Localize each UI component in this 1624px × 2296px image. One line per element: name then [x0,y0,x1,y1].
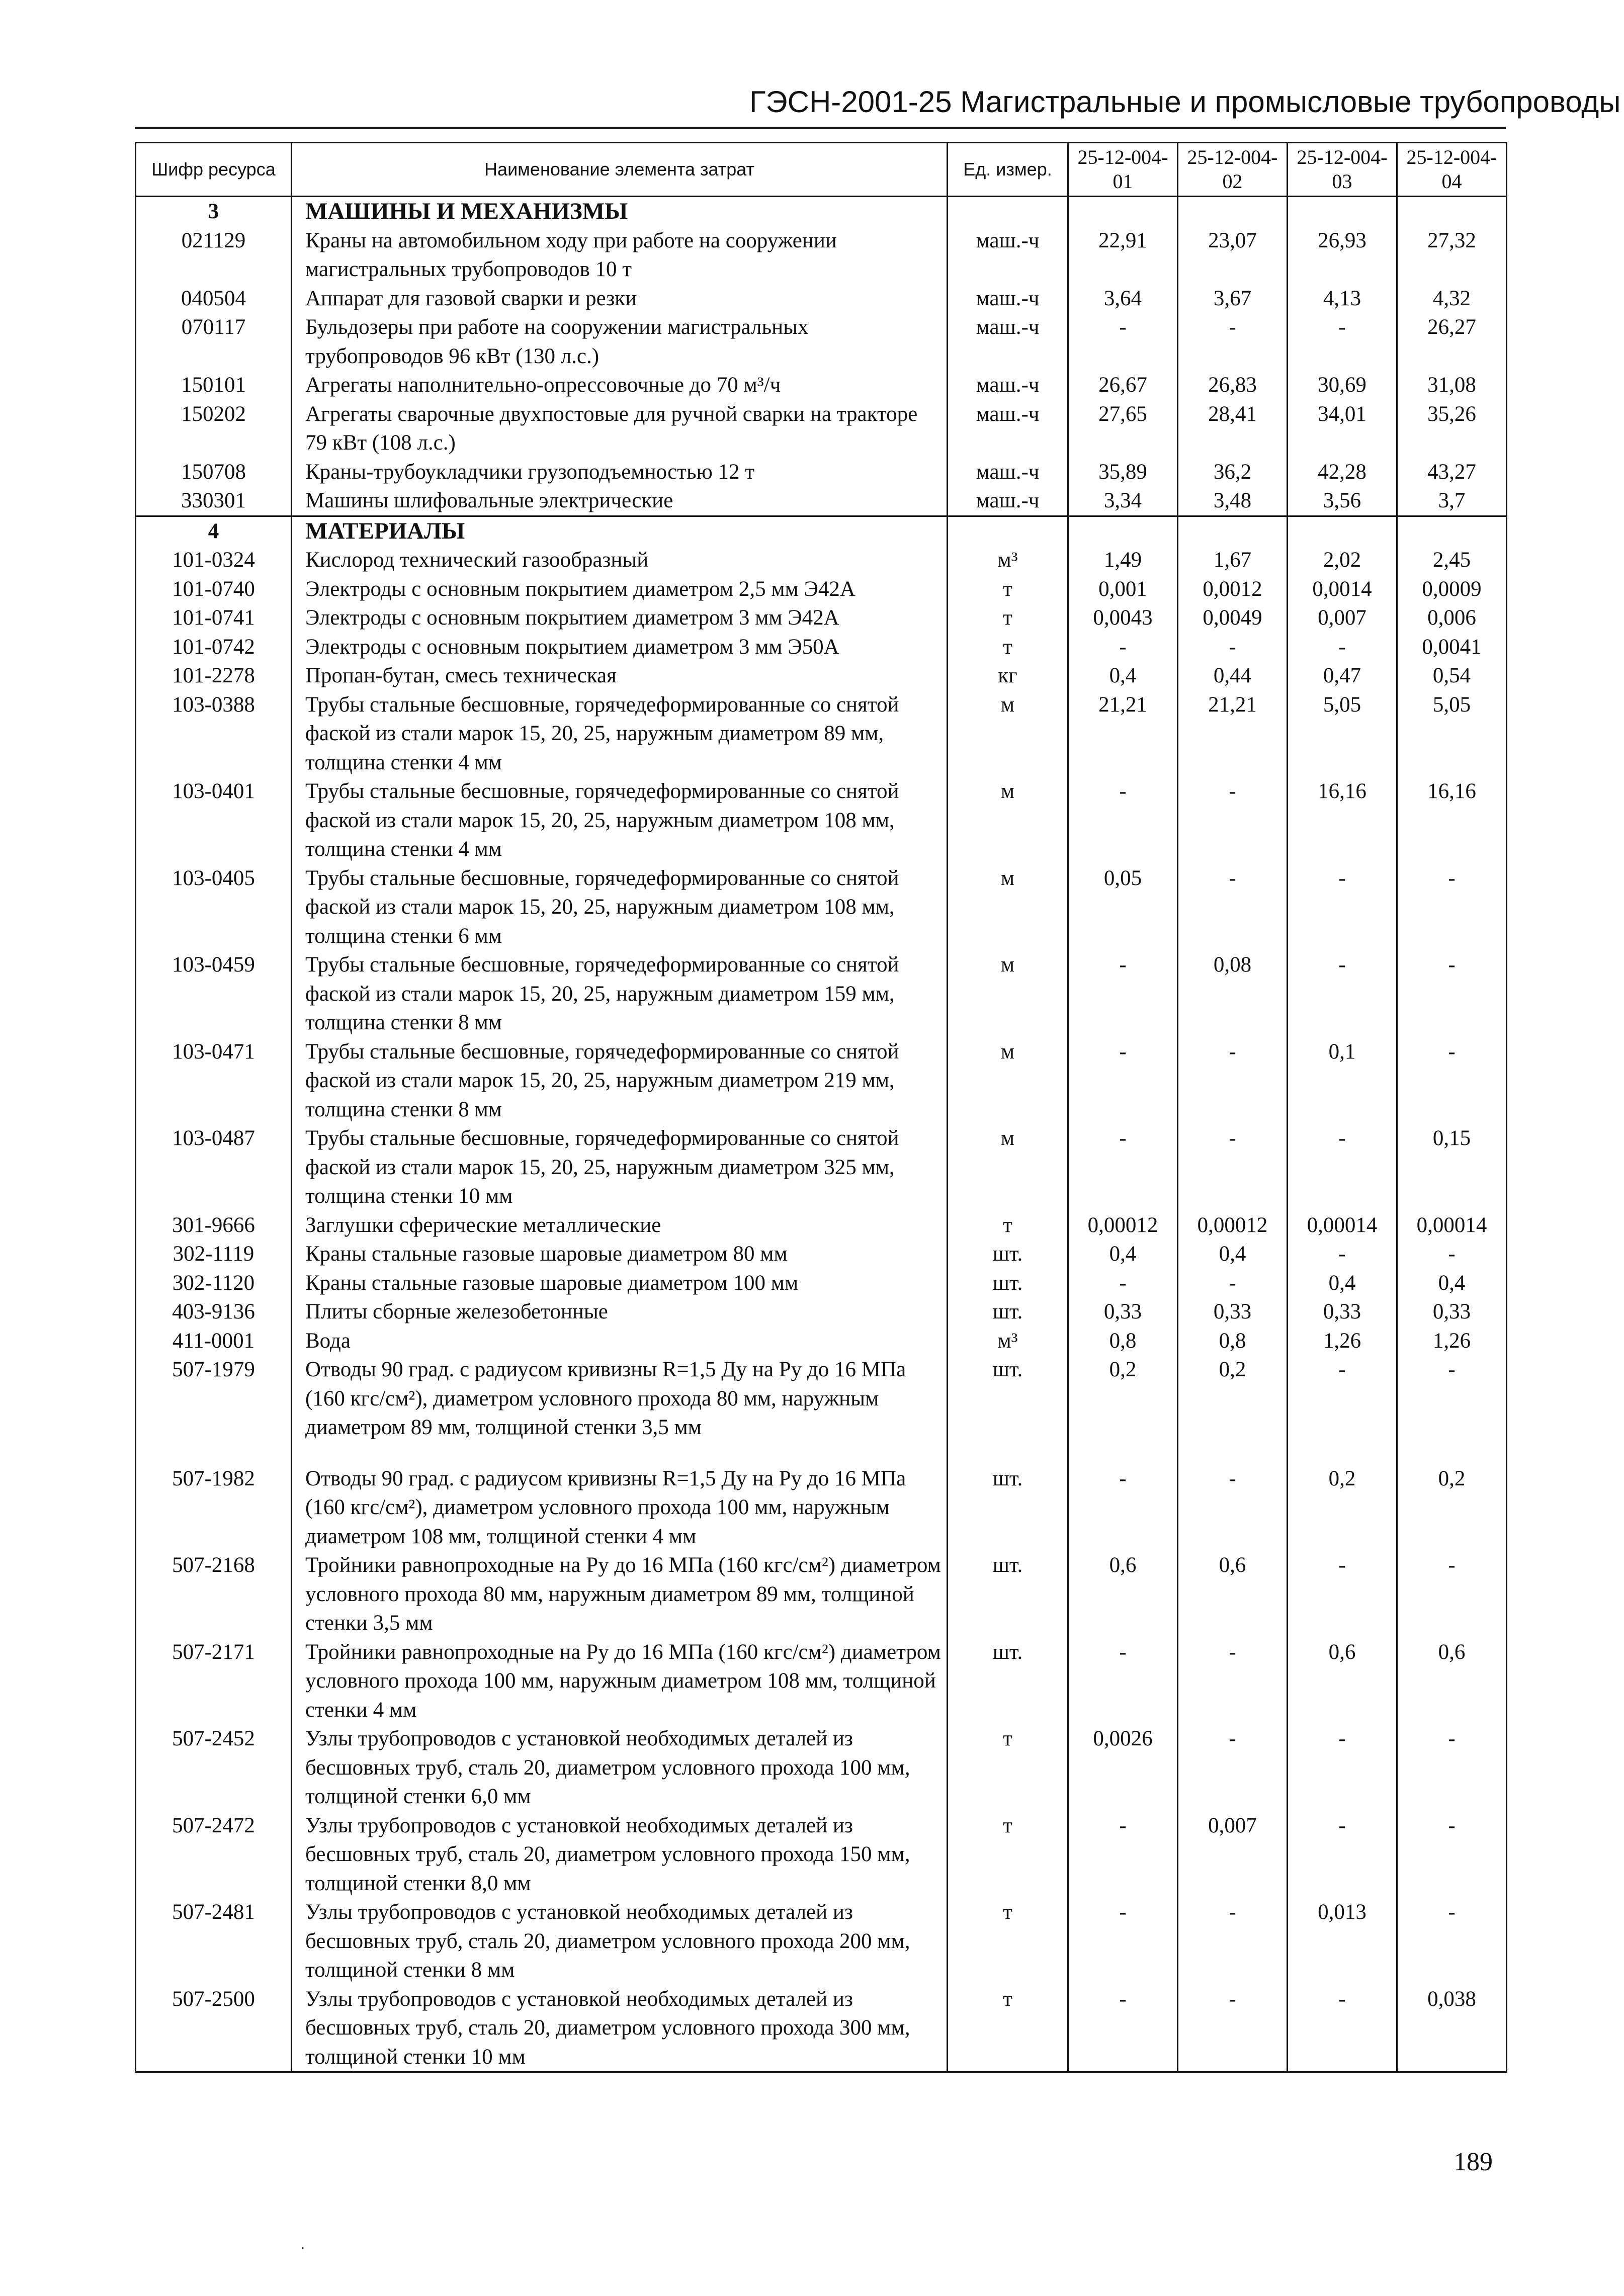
resource-unit: т [948,603,1068,633]
value-25-12-004-02: 0,0049 [1178,603,1288,633]
resource-unit: маш.-ч [948,226,1068,284]
value-25-12-004-04: 27,32 [1397,226,1507,284]
value-25-12-004-02: 28,41 [1178,400,1288,458]
value-25-12-004-03: 0,0014 [1288,575,1397,604]
table-row [136,1724,1507,1811]
value-25-12-004-01: 0,001 [1068,575,1178,604]
resource-unit: т [948,1211,1068,1240]
value-25-12-004-03: 34,01 [1288,400,1397,458]
value-25-12-004-03: 0,6 [1288,1638,1397,1725]
resource-unit: м³ [948,546,1068,575]
column-header-v2: 25-12-004-02 [1178,143,1288,197]
resource-name: Тройники равнопроходные на Ру до 16 МПа (160 кгс/см²) диаметром условного прохода 80 мм, наружным диаметром 89 мм, толщиной стенки 3,5 мм [292,1551,948,1638]
value-25-12-004-04: 3,7 [1397,486,1507,516]
value-25-12-004-02: - [1178,633,1288,662]
resource-code: 403-9136 [136,1297,292,1327]
value-25-12-004-04: - [1397,1724,1507,1811]
resource-code: 507-2472 [136,1811,292,1898]
table-row [136,1464,1507,1551]
value-25-12-004-04: - [1397,1811,1507,1898]
value-25-12-004-03: - [1288,1551,1397,1638]
resource-code: 150708 [136,458,292,487]
resource-name: Агрегаты сварочные двухпостовые для ручной сварки на тракторе 79 кВт (108 л.с.) [292,400,948,458]
table-body [136,197,1507,2072]
resource-unit: м [948,1037,1068,1124]
value-25-12-004-03: 16,16 [1288,777,1397,864]
value-25-12-004-03: - [1288,1355,1397,1442]
value-25-12-004-04: 43,27 [1397,458,1507,487]
value-25-12-004-01: - [1068,313,1178,371]
resource-code: 070117 [136,313,292,371]
value-25-12-004-04: 0,038 [1397,1985,1507,2072]
value-25-12-004-01: - [1068,777,1178,864]
section-code: 4 [136,516,292,546]
value-25-12-004-04: - [1397,1240,1507,1269]
column-header-unit: Ед. измер. [948,143,1068,197]
value-25-12-004-04: 31,08 [1397,371,1507,400]
value-25-12-004-01: 35,89 [1068,458,1178,487]
section-v2-empty [1178,197,1288,226]
column-header-v3: 25-12-004-03 [1288,143,1397,197]
table-row [136,458,1507,487]
table-row [136,777,1507,864]
resource-unit: маш.-ч [948,284,1068,313]
page-number: 189 [1454,2148,1493,2176]
section-v3-empty [1288,516,1397,546]
resource-code: 330301 [136,486,292,516]
section-v1-empty [1068,516,1178,546]
value-25-12-004-02: - [1178,777,1288,864]
resource-unit: т [948,1811,1068,1898]
value-25-12-004-02: 0,44 [1178,661,1288,690]
spacer-cell [1178,1442,1288,1464]
resource-code: 021129 [136,226,292,284]
resource-unit: м³ [948,1327,1068,1356]
table-row [136,950,1507,1037]
table-row [136,1240,1507,1269]
value-25-12-004-01: 3,34 [1068,486,1178,516]
resource-code: 040504 [136,284,292,313]
value-25-12-004-01: 0,8 [1068,1327,1178,1356]
table-row [136,226,1507,284]
section-code: 3 [136,197,292,226]
resource-code: 302-1119 [136,1240,292,1269]
value-25-12-004-02: - [1178,1638,1288,1725]
header-rule [135,127,1506,129]
value-25-12-004-04: - [1397,864,1507,951]
value-25-12-004-04: 0,4 [1397,1269,1507,1298]
resource-unit: маш.-ч [948,486,1068,516]
resource-unit: шт. [948,1269,1068,1298]
resource-code: 103-0405 [136,864,292,951]
value-25-12-004-02: 1,67 [1178,546,1288,575]
value-25-12-004-01: - [1068,1464,1178,1551]
value-25-12-004-03: - [1288,1811,1397,1898]
value-25-12-004-02: - [1178,864,1288,951]
value-25-12-004-03: - [1288,950,1397,1037]
column-header-name: Наименование элемента затрат [292,143,948,197]
resource-code: 507-2500 [136,1985,292,2072]
value-25-12-004-03: 0,007 [1288,603,1397,633]
section-title: МАТЕРИАЛЫ [292,516,948,546]
section-unit-empty [948,516,1068,546]
section-title: МАШИНЫ И МЕХАНИЗМЫ [292,197,948,226]
value-25-12-004-04: 2,45 [1397,546,1507,575]
value-25-12-004-03: 0,2 [1288,1464,1397,1551]
resource-code: 101-2278 [136,661,292,690]
resource-unit: шт. [948,1240,1068,1269]
resource-code: 507-2171 [136,1638,292,1725]
value-25-12-004-03: 2,02 [1288,546,1397,575]
section-unit-empty [948,197,1068,226]
table-row [136,1985,1507,2072]
value-25-12-004-02: 36,2 [1178,458,1288,487]
value-25-12-004-03: 30,69 [1288,371,1397,400]
value-25-12-004-02: 0,00012 [1178,1211,1288,1240]
value-25-12-004-03: 0,33 [1288,1297,1397,1327]
resource-name: Агрегаты наполнительно-опрессовочные до 70 м³/ч [292,371,948,400]
resource-code: 507-2452 [136,1724,292,1811]
resource-unit: м [948,950,1068,1037]
resource-name: Трубы стальные бесшовные, горячедеформированные со снятой фаской из стали марок 15, 20, 25, наружным диаметром 219 мм, толщина стенки 8 мм [292,1037,948,1124]
table-row [136,1898,1507,1985]
table-row [136,1297,1507,1327]
value-25-12-004-01: 0,0026 [1068,1724,1178,1811]
value-25-12-004-01: - [1068,950,1178,1037]
resource-name: Отводы 90 град. с радиусом кривизны R=1,5 Ду на Ру до 16 МПа (160 кгс/см²), диаметром условного прохода 80 мм, наружным диаметром 89 мм, толщиной стенки 3,5 мм [292,1355,948,1442]
section-row [136,197,1507,226]
resource-code: 150101 [136,371,292,400]
value-25-12-004-03: - [1288,633,1397,662]
value-25-12-004-01: 0,33 [1068,1297,1178,1327]
resource-unit: шт. [948,1297,1068,1327]
resource-unit: шт. [948,1355,1068,1442]
table-row [136,1355,1507,1442]
section-row [136,516,1507,546]
value-25-12-004-01: 0,00012 [1068,1211,1178,1240]
value-25-12-004-01: 0,05 [1068,864,1178,951]
resource-unit: шт. [948,1464,1068,1551]
resource-name: Краны на автомобильном ходу при работе на сооружении магистральных трубопроводов 10 т [292,226,948,284]
value-25-12-004-02: - [1178,1898,1288,1985]
value-25-12-004-03: - [1288,1985,1397,2072]
table-row [136,313,1507,371]
value-25-12-004-02: 0,6 [1178,1551,1288,1638]
resource-name: Трубы стальные бесшовные, горячедеформированные со снятой фаской из стали марок 15, 20, 25, наружным диаметром 325 мм, толщина стенки 10 мм [292,1124,948,1211]
resource-name: Тройники равнопроходные на Ру до 16 МПа (160 кгс/см²) диаметром условного прохода 100 мм, наружным диаметром 108 мм, толщиной стенки 4 мм [292,1638,948,1725]
value-25-12-004-03: 3,56 [1288,486,1397,516]
resource-code: 103-0401 [136,777,292,864]
resource-name: Кислород технический газообразный [292,546,948,575]
table-row [136,546,1507,575]
value-25-12-004-04: - [1397,1551,1507,1638]
resource-name: Электроды с основным покрытием диаметром 3 мм Э50А [292,633,948,662]
resource-name: Узлы трубопроводов с установкой необходимых деталей из бесшовных труб, сталь 20, диаметром условного прохода 100 мм, толщиной стенки 6,0 мм [292,1724,948,1811]
value-25-12-004-04: - [1397,1355,1507,1442]
value-25-12-004-02: - [1178,1985,1288,2072]
value-25-12-004-02: - [1178,1464,1288,1551]
resource-code: 103-0487 [136,1124,292,1211]
section-v4-empty [1397,516,1507,546]
value-25-12-004-02: 0,007 [1178,1811,1288,1898]
resource-name: Заглушки сферические металлические [292,1211,948,1240]
value-25-12-004-03: 4,13 [1288,284,1397,313]
resource-code: 150202 [136,400,292,458]
table-row [136,661,1507,690]
resource-unit: шт. [948,1551,1068,1638]
table-header-row [136,143,1507,197]
value-25-12-004-02: - [1178,1124,1288,1211]
spacer-cell [948,1442,1068,1464]
value-25-12-004-03: 1,26 [1288,1327,1397,1356]
value-25-12-004-02: - [1178,1269,1288,1298]
value-25-12-004-04: - [1397,1037,1507,1124]
value-25-12-004-02: 0,33 [1178,1297,1288,1327]
value-25-12-004-01: - [1068,1037,1178,1124]
resource-unit: т [948,1898,1068,1985]
value-25-12-004-01: 21,21 [1068,690,1178,777]
value-25-12-004-01: - [1068,1638,1178,1725]
resource-unit: т [948,575,1068,604]
value-25-12-004-01: 0,2 [1068,1355,1178,1442]
value-25-12-004-04: - [1397,950,1507,1037]
resource-code: 301-9666 [136,1211,292,1240]
table-row [136,1327,1507,1356]
resource-name: Краны стальные газовые шаровые диаметром 100 мм [292,1269,948,1298]
value-25-12-004-02: - [1178,313,1288,371]
value-25-12-004-04: 35,26 [1397,400,1507,458]
value-25-12-004-04: 26,27 [1397,313,1507,371]
table-row [136,284,1507,313]
resource-name: Аппарат для газовой сварки и резки [292,284,948,313]
value-25-12-004-04: 5,05 [1397,690,1507,777]
resource-code: 302-1120 [136,1269,292,1298]
value-25-12-004-02: 21,21 [1178,690,1288,777]
value-25-12-004-04: 1,26 [1397,1327,1507,1356]
resource-name: Вода [292,1327,948,1356]
value-25-12-004-01: - [1068,1985,1178,2072]
resource-name: Трубы стальные бесшовные, горячедеформированные со снятой фаской из стали марок 15, 20, 25, наружным диаметром 89 мм, толщина стенки 4 мм [292,690,948,777]
value-25-12-004-03: - [1288,1240,1397,1269]
resource-unit: маш.-ч [948,371,1068,400]
value-25-12-004-02: 0,2 [1178,1355,1288,1442]
value-25-12-004-02: 23,07 [1178,226,1288,284]
resource-unit: м [948,777,1068,864]
table-row [136,1124,1507,1211]
table-row [136,575,1507,604]
value-25-12-004-01: 0,6 [1068,1551,1178,1638]
resource-code: 101-0742 [136,633,292,662]
resource-name: Бульдозеры при работе на сооружении магистральных трубопроводов 96 кВт (130 л.с.) [292,313,948,371]
table-row [136,603,1507,633]
resource-name: Узлы трубопроводов с установкой необходимых деталей из бесшовных труб, сталь 20, диаметром условного прохода 150 мм, толщиной стенки 8,0 мм [292,1811,948,1898]
page-header-title: ГЭСН-2001-25 Магистральные и промысловые трубопроводы [749,85,1621,119]
resource-name: Краны стальные газовые шаровые диаметром 80 мм [292,1240,948,1269]
resource-unit: шт. [948,1638,1068,1725]
resource-name: Трубы стальные бесшовные, горячедеформированные со снятой фаской из стали марок 15, 20, 25, наружным диаметром 159 мм, толщина стенки 8 мм [292,950,948,1037]
stray-mark: . [301,2236,305,2252]
table-row [136,1638,1507,1725]
value-25-12-004-02: - [1178,1724,1288,1811]
spacer-cell [1288,1442,1397,1464]
resource-name: Электроды с основным покрытием диаметром 2,5 мм Э42А [292,575,948,604]
value-25-12-004-03: 0,1 [1288,1037,1397,1124]
value-25-12-004-03: 42,28 [1288,458,1397,487]
resource-code: 507-2168 [136,1551,292,1638]
section-v2-empty [1178,516,1288,546]
table-row [136,633,1507,662]
value-25-12-004-04: 0,2 [1397,1464,1507,1551]
value-25-12-004-01: - [1068,1269,1178,1298]
value-25-12-004-04: 16,16 [1397,777,1507,864]
value-25-12-004-02: 0,4 [1178,1240,1288,1269]
value-25-12-004-01: 3,64 [1068,284,1178,313]
resource-name: Плиты сборные железобетонные [292,1297,948,1327]
column-header-code: Шифр ресурса [136,143,292,197]
value-25-12-004-03: 26,93 [1288,226,1397,284]
resource-code: 101-0741 [136,603,292,633]
value-25-12-004-04: 0,00014 [1397,1211,1507,1240]
value-25-12-004-01: - [1068,633,1178,662]
value-25-12-004-03: - [1288,1724,1397,1811]
table-row [136,371,1507,400]
value-25-12-004-04: 0,15 [1397,1124,1507,1211]
table-row [136,1211,1507,1240]
table-row [136,864,1507,951]
resource-code: 507-1982 [136,1464,292,1551]
value-25-12-004-01: 27,65 [1068,400,1178,458]
resource-code: 101-0324 [136,546,292,575]
table-row [136,486,1507,516]
column-header-v4: 25-12-004-04 [1397,143,1507,197]
resource-name: Электроды с основным покрытием диаметром 3 мм Э42А [292,603,948,633]
resource-name: Узлы трубопроводов с установкой необходимых деталей из бесшовных труб, сталь 20, диаметром условного прохода 200 мм, толщиной стенки 8 мм [292,1898,948,1985]
resource-code: 507-2481 [136,1898,292,1985]
table-row [136,1811,1507,1898]
spacer-cell [292,1442,948,1464]
resource-code: 103-0388 [136,690,292,777]
value-25-12-004-03: - [1288,864,1397,951]
resource-name: Трубы стальные бесшовные, горячедеформированные со снятой фаской из стали марок 15, 20, 25, наружным диаметром 108 мм, толщина стенки 6 мм [292,864,948,951]
value-25-12-004-03: - [1288,1124,1397,1211]
value-25-12-004-02: - [1178,1037,1288,1124]
spacer-cell [136,1442,292,1464]
value-25-12-004-04: 0,6 [1397,1638,1507,1725]
section-v4-empty [1397,197,1507,226]
value-25-12-004-03: 0,013 [1288,1898,1397,1985]
value-25-12-004-04: 0,0041 [1397,633,1507,662]
resource-code: 103-0459 [136,950,292,1037]
value-25-12-004-01: 1,49 [1068,546,1178,575]
value-25-12-004-04: 0,006 [1397,603,1507,633]
value-25-12-004-02: 0,8 [1178,1327,1288,1356]
value-25-12-004-04: 0,0009 [1397,575,1507,604]
value-25-12-004-04: 0,54 [1397,661,1507,690]
section-v1-empty [1068,197,1178,226]
value-25-12-004-04: 0,33 [1397,1297,1507,1327]
table-row [136,1037,1507,1124]
spacer-cell [1068,1442,1178,1464]
resource-code: 411-0001 [136,1327,292,1356]
resource-unit: маш.-ч [948,458,1068,487]
resource-unit: т [948,1724,1068,1811]
table-row [136,1269,1507,1298]
value-25-12-004-04: - [1397,1898,1507,1985]
resource-unit: кг [948,661,1068,690]
resource-unit: т [948,633,1068,662]
value-25-12-004-01: - [1068,1124,1178,1211]
table-row [136,690,1507,777]
resource-name: Пропан-бутан, смесь техническая [292,661,948,690]
value-25-12-004-03: 0,00014 [1288,1211,1397,1240]
value-25-12-004-03: 0,4 [1288,1269,1397,1298]
value-25-12-004-03: 0,47 [1288,661,1397,690]
value-25-12-004-02: 3,67 [1178,284,1288,313]
resource-code: 103-0471 [136,1037,292,1124]
value-25-12-004-02: 26,83 [1178,371,1288,400]
resource-unit: маш.-ч [948,313,1068,371]
resource-name: Трубы стальные бесшовные, горячедеформированные со снятой фаской из стали марок 15, 20, 25, наружным диаметром 108 мм, толщина стенки 4 мм [292,777,948,864]
value-25-12-004-02: 0,08 [1178,950,1288,1037]
value-25-12-004-01: - [1068,1898,1178,1985]
resource-unit: м [948,864,1068,951]
spacer-row [136,1442,1507,1464]
spacer-cell [1397,1442,1507,1464]
resource-name: Отводы 90 град. с радиусом кривизны R=1,5 Ду на Ру до 16 МПа (160 кгс/см²), диаметром условного прохода 100 мм, наружным диаметром 108 мм, толщиной стенки 4 мм [292,1464,948,1551]
resource-unit: м [948,690,1068,777]
value-25-12-004-02: 3,48 [1178,486,1288,516]
resource-unit: м [948,1124,1068,1211]
resource-name: Узлы трубопроводов с установкой необходимых деталей из бесшовных труб, сталь 20, диаметром условного прохода 300 мм, толщиной стенки 10 мм [292,1985,948,2072]
value-25-12-004-01: - [1068,1811,1178,1898]
resource-unit: т [948,1985,1068,2072]
value-25-12-004-03: 5,05 [1288,690,1397,777]
section-v3-empty [1288,197,1397,226]
value-25-12-004-01: 22,91 [1068,226,1178,284]
value-25-12-004-03: - [1288,313,1397,371]
value-25-12-004-01: 0,4 [1068,661,1178,690]
value-25-12-004-01: 0,4 [1068,1240,1178,1269]
table-row [136,1551,1507,1638]
resource-code: 101-0740 [136,575,292,604]
value-25-12-004-01: 0,0043 [1068,603,1178,633]
resource-table [135,142,1507,2073]
value-25-12-004-02: 0,0012 [1178,575,1288,604]
resource-unit: маш.-ч [948,400,1068,458]
value-25-12-004-04: 4,32 [1397,284,1507,313]
column-header-v1: 25-12-004-01 [1068,143,1178,197]
resource-name: Машины шлифовальные электрические [292,486,948,516]
table-row [136,400,1507,458]
resource-name: Краны-трубоукладчики грузоподъемностью 12 т [292,458,948,487]
value-25-12-004-01: 26,67 [1068,371,1178,400]
resource-code: 507-1979 [136,1355,292,1442]
